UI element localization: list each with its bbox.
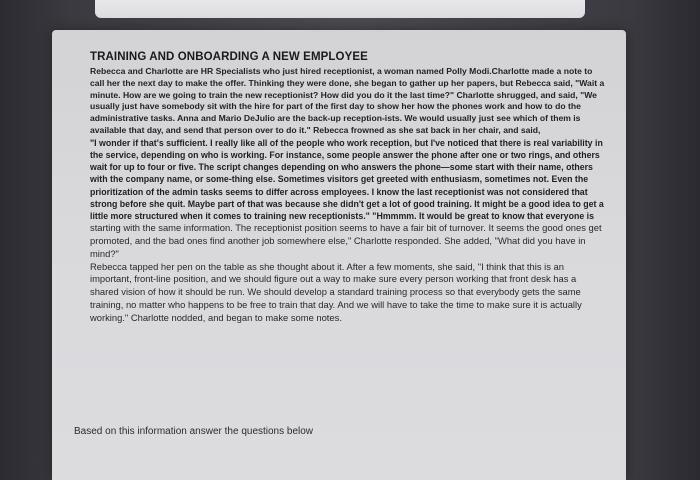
paragraph-4: Rebecca tapped her pen on the table as she thought about it. After a few moments, she said, "I think that this is an important, front-line position, and we should figure out a way to make sure every person working that front desk has a shared vision of how it should be run. We should develop a standard training process so that everybody gets the same training, no matter who happens to be free to train that day. And we will have to take the time to make sure it is actually working." Charlotte nodded, and began to make some notes.: [90, 260, 582, 323]
background-page-edge: [95, 0, 585, 18]
document-title: TRAINING AND ONBOARDING A NEW EMPLOYEE: [90, 51, 368, 63]
question-instruction: Based on this information answer the questions below: [74, 426, 314, 437]
paragraph-3: starting with the same information. The receptionist position seems to have a fair bit of turnover. It seems the good ones get promoted, and the bad ones find another job somewhere else," Charlotte responded. She added, "What did you have in mind?": [90, 222, 602, 259]
document-content: [86, 51, 606, 325]
paragraph-2: "I wonder if that's sufficient. I really like all of the people who work reception, but I've noticed that there is real variability in the service, depending on who is working. For instance, some people answer the phone after one or two rings, and others wait for up to four or five. The script changes depending on who answers the phone—some start with their name, others with the company name, or some-thing else. Sometimes visitors get greeted with enthusiasm, sometimes not. Even the prioritization of the admin tasks seems to differ across employees. I know the last receptionist was not considered that strong before she quit. Maybe part of that was because she didn't get a lot of good training. It might be a good idea to get a little more structured when it comes to training new receptionists." "Hmmmm. It would be great to know that everyone is: [90, 137, 604, 221]
paragraph-1: Rebecca and Charlotte are HR Specialists who just hired receptionist, a woman named Polly Modi.Charlotte made a note to call her the next day to make the offer. Thinking they were done, she began to gather up her papers, but Rebecca said, "Wait a minute. How are we going to train the new receptionist? How did you do it the last time?" Charlotte shrugged, and said, "We usually just have somebody sit with the hire for part of the first day to show her how the phones work and how to do the administrative tasks. Anna and Mario DeJulio are the back-up reception-ists. We would usually just see which of them is available that day, and send that person over to do it." Rebecca frowned as she sat back in her chair, and said,: [90, 66, 605, 135]
